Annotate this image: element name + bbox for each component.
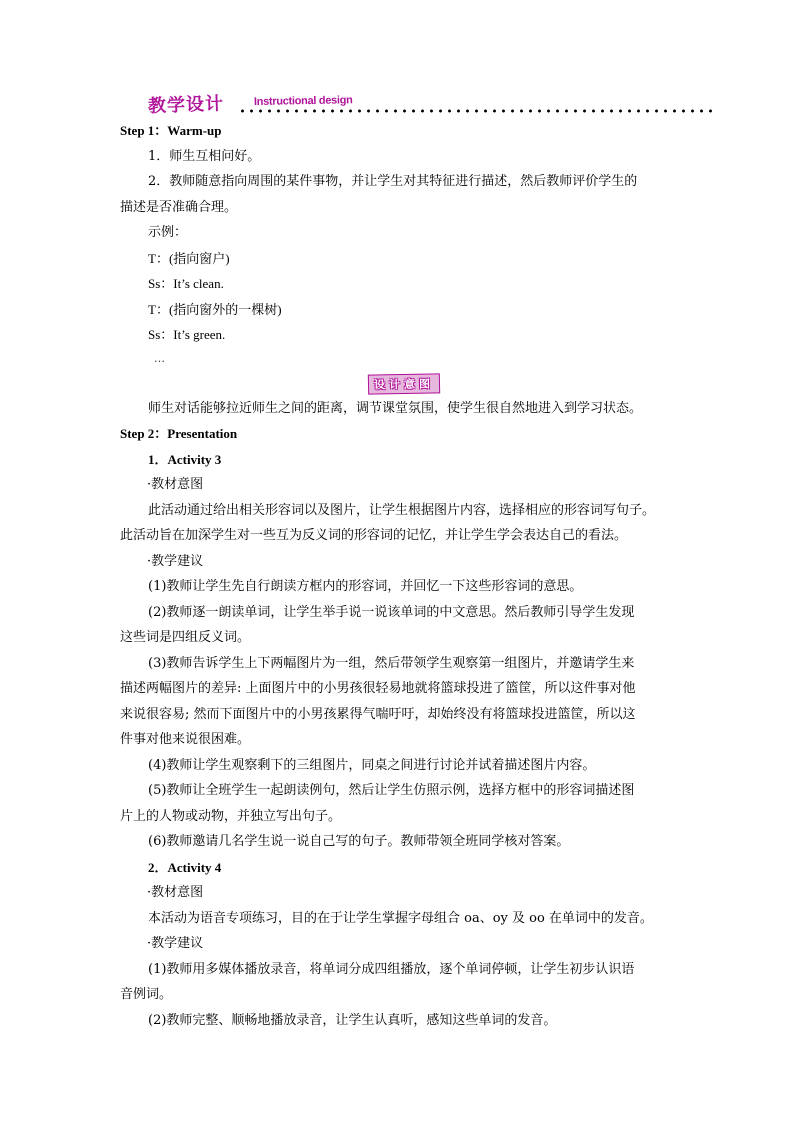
design-intent-badge: 设计意图: [368, 373, 440, 394]
design-intent-badge-row: [120, 370, 676, 396]
activity3-suggest-1: (1)教师让学生先自行朗读方框内的形容词，并回忆一下这些形容词的意思。: [148, 579, 583, 594]
document-page: [120, 88, 676, 1033]
activity4-suggest-1a: (1)教师用多媒体播放录音，将单词分成四组播放，逐个单词停顿，让学生初步认识语: [148, 961, 635, 977]
activity3-intent-label: ·教材意图: [147, 477, 204, 492]
activity3-suggest-3c: 来说很容易; 然而下面图片中的小男孩累得气喘吁吁，却始终没有将篮球投进篮筐，所以这: [120, 706, 636, 722]
activity3-suggest-5a: (5)教师让全班学生一起朗读例句，然后让学生仿照示例，选择方框中的形容词描述图: [148, 783, 635, 798]
dialog-line-1: T：(指向窗户): [148, 250, 230, 266]
ellipsis: …: [154, 351, 165, 365]
activity3-suggest-4: (4)教师让学生观察剩下的三组图片，同桌之间进行讨论并试着描述图片内容。: [148, 757, 596, 773]
section-header: [120, 88, 676, 118]
activity4-title: 2．Activity 4: [148, 859, 222, 875]
example-label: 示例：: [148, 225, 188, 240]
activity4-suggest-2: (2)教师完整、顺畅地播放录音，让学生认真听，感知这些单词的发音。: [148, 1012, 557, 1028]
activity4-suggest-label: ·教学建议: [147, 936, 204, 951]
step1-item-1: 1．师生互相问好。: [148, 148, 261, 164]
activity3-title: 1．Activity 3: [148, 451, 222, 467]
dialog-line-2: Ss：It’s clean.: [148, 276, 224, 291]
activity3-suggest-5b: 片上的人物或动物，并独立写出句子。: [120, 808, 342, 824]
step1-item-2-cont: 描述是否准确合理。: [120, 199, 238, 215]
header-title-cn: 教学设计: [147, 93, 225, 117]
step1-title: Step 1：Warm-up: [120, 123, 222, 138]
activity3-suggest-3b: 描述两幅图片的差异: 上面图片中的小男孩很轻易地就将篮球投进了篮筐，所以这件事对他: [120, 681, 636, 696]
activity3-suggest-2b: 这些词是四组反义词。: [120, 630, 251, 645]
activity3-intent-p1: 此活动通过给出相关形容词以及图片，让学生根据图片内容，选择相应的形容词写句子。: [148, 502, 656, 518]
activity3-intent-p2: 此活动旨在加深学生对一些互为反义词的形容词的记忆，并让学生学会表达自己的看法。: [120, 528, 628, 543]
design-intent-text: 师生对话能够拉近师生之间的距离，调节课堂氛围，使学生很自然地进入到学习状态。: [148, 400, 643, 416]
activity4-intent-label: ·教材意图: [147, 885, 204, 900]
step1-item-2: 2．教师随意指向周围的某件事物，并让学生对其特征进行描述，然后教师评价学生的: [148, 174, 638, 189]
activity3-suggest-3d: 件事对他来说很困难。: [120, 732, 251, 747]
activity3-suggest-6: (6)教师邀请几名学生说一说自己写的句子。教师带领全班同学核对答案。: [148, 834, 570, 849]
activity3-suggest-2a: (2)教师逐一朗读单词，让学生举手说一说该单词的中文意思。然后教师引导学生发现: [148, 604, 635, 620]
activity4-suggest-1b: 音例词。: [120, 987, 173, 1002]
header-title-en: Instructional design: [253, 94, 353, 108]
dialog-line-4: Ss：It’s green.: [148, 327, 226, 342]
activity4-intent-p1: 本活动为语音专项练习，目的在于让学生掌握字母组合 oa、oy 及 oo 在单词中的发音。: [148, 910, 653, 926]
step2-title: Step 2：Presentation: [120, 426, 238, 441]
header-dotted-rule: [238, 108, 712, 114]
activity3-suggest-label: ·教学建议: [147, 553, 204, 569]
activity3-suggest-3a: (3)教师告诉学生上下两幅图片为一组，然后带领学生观察第一组图片，并邀请学生来: [148, 655, 635, 671]
dialog-line-3: T：(指向窗外的一棵树): [148, 301, 282, 317]
